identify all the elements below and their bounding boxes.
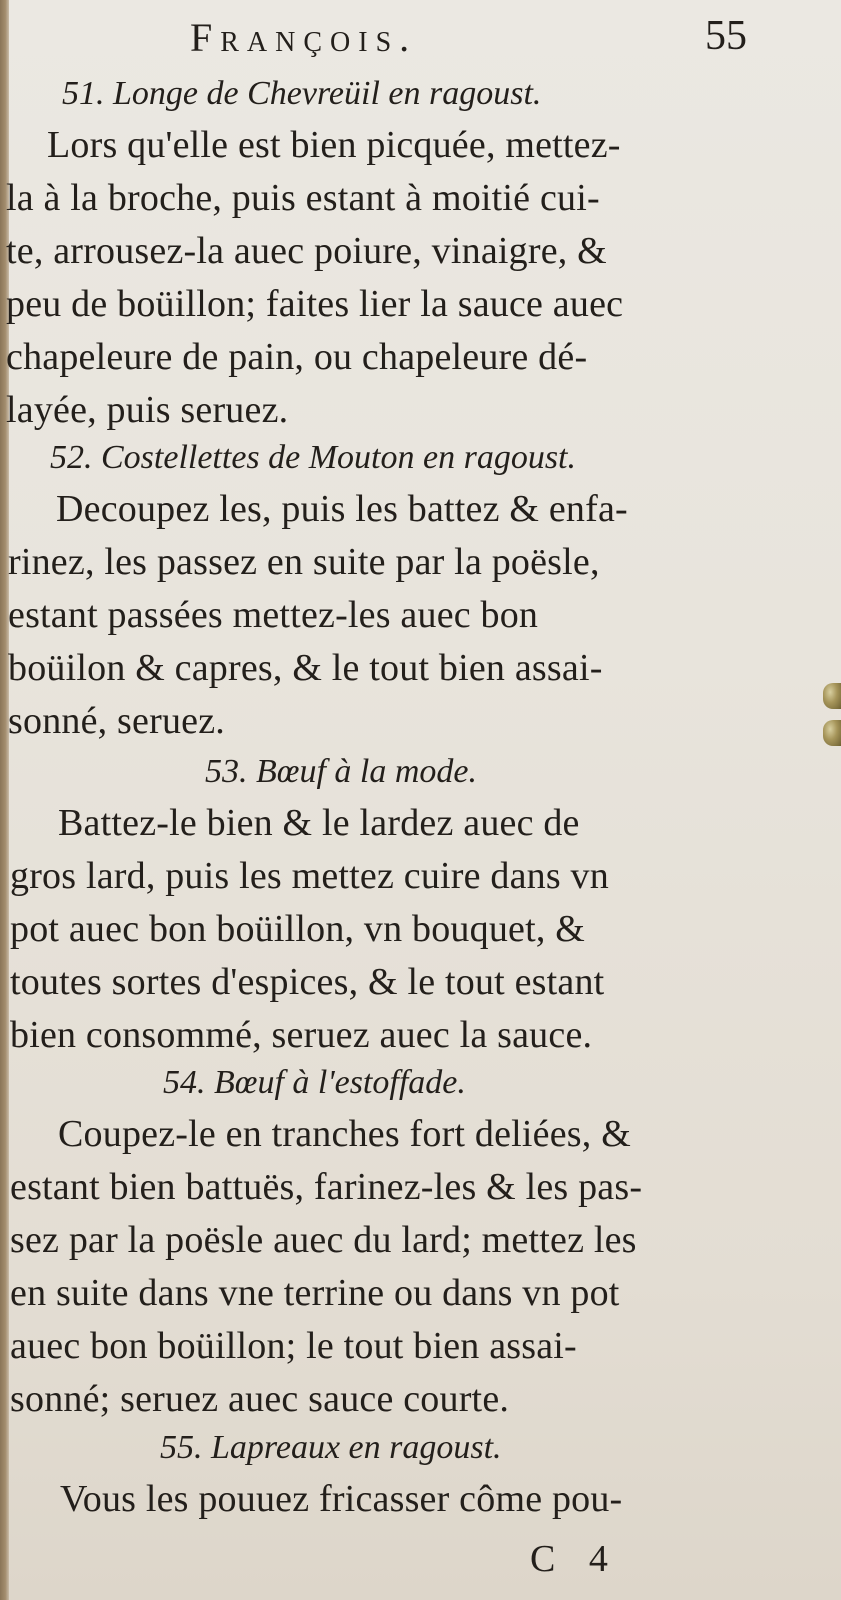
page-number: 55 (705, 13, 747, 59)
clasp-upper-icon (823, 683, 841, 709)
body-line: estant passées mettez-les auec bon (8, 594, 539, 636)
recipe-title-53: 53. Bœuf à la mode. (205, 753, 477, 790)
signature-mark: C 4 (530, 1538, 620, 1580)
running-head: François. (190, 15, 418, 60)
body-line: peu de boüillon; faites lier la sauce auec (6, 283, 624, 325)
body-line: en suite dans vne terrine ou dans vn pot (10, 1272, 620, 1314)
body-line: Decoupez les, puis les battez & enfa- (56, 488, 628, 530)
body-line: Lors qu'elle est bien picquée, mettez- (47, 124, 621, 166)
body-line: sez par la poësle auec du lard; mettez les (10, 1219, 637, 1261)
body-line: layée, puis seruez. (6, 389, 289, 431)
body-line: estant bien battuës, farinez-les & les pas- (10, 1166, 643, 1208)
recipe-title-51: 51. Longe de Chevreüil en ragoust. (62, 75, 542, 112)
body-line: chapeleure de pain, ou chapeleure dé- (6, 336, 588, 378)
body-line: toutes sortes d'espices, & le tout estant (10, 961, 605, 1003)
recipe-title-54: 54. Bœuf à l'estoffade. (163, 1064, 466, 1101)
body-line: sonné, seruez. (8, 700, 225, 742)
body-line: Coupez-le en tranches fort deliées, & (58, 1113, 631, 1155)
recipe-title-55: 55. Lapreaux en ragoust. (160, 1429, 502, 1466)
body-line: Battez-le bien & le lardez auec de (58, 802, 580, 844)
body-line: rinez, les passez en suite par la poësle, (8, 541, 600, 583)
body-line: boüilon & capres, & le tout bien assai- (8, 647, 603, 689)
body-line: auec bon boüillon; le tout bien assai- (10, 1325, 577, 1367)
body-line: te, arrousez-la auec poiure, vinaigre, & (6, 230, 607, 272)
body-line: la à la broche, puis estant à moitié cui- (6, 177, 600, 219)
recipe-title-52: 52. Costellettes de Mouton en ragoust. (50, 439, 577, 476)
body-line: gros lard, puis les mettez cuire dans vn (10, 855, 609, 897)
body-line: bien consommé, seruez auec la sauce. (10, 1014, 593, 1056)
clasp-lower-icon (823, 720, 841, 746)
body-line: Vous les pouuez fricasser côme pou- (60, 1478, 623, 1520)
body-line: pot auec bon boüillon, vn bouquet, & (10, 908, 586, 950)
body-line: sonné; seruez auec sauce courte. (10, 1378, 510, 1420)
